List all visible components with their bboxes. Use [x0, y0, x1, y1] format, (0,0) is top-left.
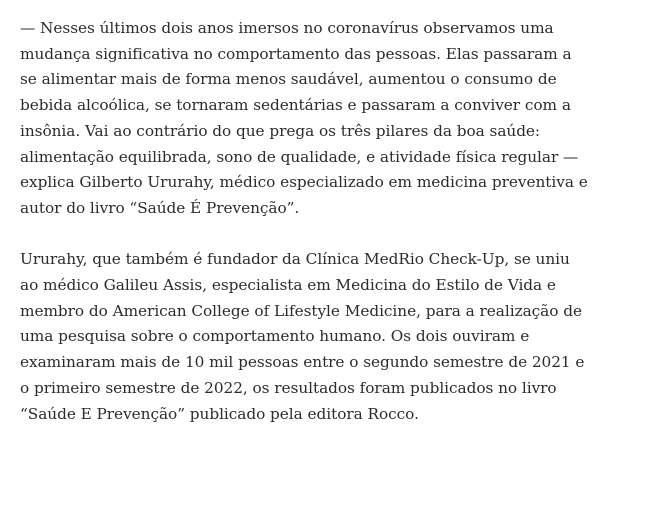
paragraph-line: o primeiro semestre de 2022, os resultados foram publicados no livro: [20, 378, 557, 397]
paragraph-line: — Nesses últimos dois anos imersos no coronavírus observamos uma: [20, 19, 554, 37]
paragraph-2: [20, 247, 650, 427]
paragraph-line: bebida alcoólica, se tornaram sedentárias e passaram a conviver com a: [20, 96, 571, 115]
article-body: [20, 16, 650, 427]
paragraph-1: [20, 16, 650, 222]
paragraph-line: membro do American College of Lifestyle Medicine, para a realização de: [20, 301, 582, 320]
paragraph-line: examinaram mais de 10 mil pessoas entre o segundo semestre de 2021 e: [20, 353, 585, 372]
paragraph-line: explica Gilberto Ururahy, médico especializado em medicina preventiva e: [20, 173, 588, 192]
paragraph-line: ao médico Galileu Assis, especialista em Medicina do Estilo de Vida e: [20, 276, 556, 295]
paragraph-line: alimentação equilibrada, sono de qualidade, e atividade física regular —: [20, 147, 579, 166]
paragraph-line: insônia. Vai ao contrário do que prega os três pilares da boa saúde:: [20, 121, 541, 140]
paragraph-line: uma pesquisa sobre o comportamento humano. Os dois ouviram e: [20, 327, 530, 346]
paragraph-line: autor do livro “Saúde É Prevenção”.: [20, 198, 300, 217]
paragraph-line: Ururahy, que também é fundador da Clínica MedRio Check-Up, se uniu: [20, 250, 570, 269]
paragraph-line: “Saúde E Prevenção” publicado pela editora Rocco.: [20, 404, 419, 423]
paragraph-line: se alimentar mais de forma menos saudável, aumentou o consumo de: [20, 70, 557, 89]
paragraph-line: mudança significativa no comportamento das pessoas. Elas passaram a: [20, 44, 572, 63]
